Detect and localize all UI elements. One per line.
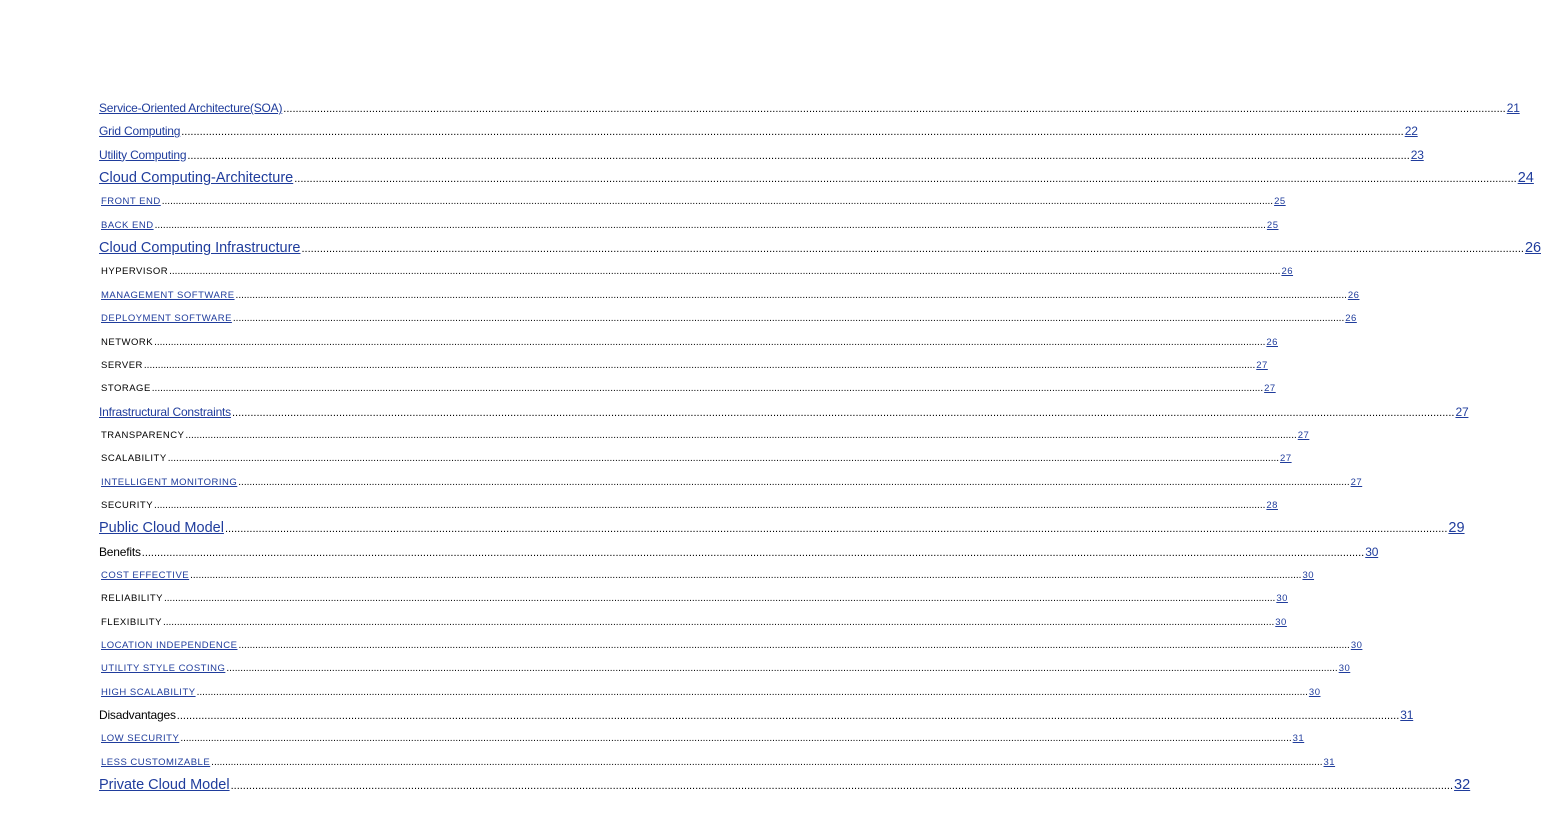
toc-entry[interactable] — [99, 313, 1357, 326]
toc-entry[interactable] — [99, 520, 1465, 538]
toc-dot-leader: ................................................................................................................................................................................................................................................................................................................................................................................................................ — [154, 336, 1266, 348]
toc-dot-leader: ................................................................................................................................................................................................................................................................................................................................................................................................................ — [185, 429, 1297, 441]
toc-entry-title[interactable]: MANAGEMENT SOFTWARE — [101, 289, 235, 301]
toc-entry-title[interactable]: Public Cloud Model — [99, 520, 224, 537]
toc-entry[interactable] — [99, 240, 1541, 258]
toc-entry-page-number[interactable]: 30 — [1365, 544, 1379, 559]
toc-entry[interactable] — [99, 429, 1310, 443]
toc-entry-title[interactable]: Cloud Computing Infrastructure — [99, 240, 301, 257]
toc-dot-leader: ................................................................................................................................................................................................................................................................................................................................................................................................................ — [238, 476, 1350, 488]
toc-entry-title[interactable]: UTILITY STYLE COSTING — [101, 663, 226, 675]
toc-dot-leader: ................................................................................................................................................................................................................................................................................................................................................................................................................ — [181, 126, 1404, 139]
toc-entry-page-number[interactable]: 30 — [1338, 663, 1351, 675]
toc-entry[interactable] — [99, 708, 1414, 723]
toc-entry-title[interactable]: SERVER — [101, 359, 143, 371]
toc-entry-title[interactable]: Grid Computing — [99, 124, 181, 139]
toc-entry[interactable] — [99, 777, 1471, 795]
toc-entry-title[interactable]: STORAGE — [101, 383, 151, 395]
toc-entry-title[interactable]: Benefits — [99, 544, 141, 559]
toc-entry-title[interactable]: TRANSPARENCY — [101, 429, 185, 441]
toc-dot-leader: ................................................................................................................................................................................................................................................................................................................................................................................................................ — [211, 756, 1323, 768]
toc-entry[interactable] — [99, 756, 1336, 770]
toc-dot-leader: ................................................................................................................................................................................................................................................................................................................................................................................................................ — [232, 406, 1455, 419]
toc-entry[interactable] — [99, 733, 1305, 746]
toc-dot-leader: ................................................................................................................................................................................................................................................................................................................................................................................................................ — [301, 243, 1524, 256]
toc-entry[interactable] — [99, 359, 1268, 373]
toc-dot-leader: ................................................................................................................................................................................................................................................................................................................................................................................................................ — [154, 499, 1266, 511]
toc-dot-leader: ................................................................................................................................................................................................................................................................................................................................................................................................................ — [230, 780, 1454, 793]
toc-entry-page-number[interactable]: 31 — [1292, 733, 1305, 745]
toc-entry[interactable] — [99, 404, 1469, 420]
toc-entry-title[interactable]: SCALABILITY — [101, 453, 167, 465]
toc-entry-page-number[interactable]: 31 — [1323, 756, 1336, 768]
toc-entry[interactable] — [99, 101, 1520, 116]
toc-dot-leader: ................................................................................................................................................................................................................................................................................................................................................................................................................ — [294, 173, 1517, 186]
toc-entry-page-number[interactable]: 30 — [1350, 640, 1363, 652]
toc-dot-leader: ................................................................................................................................................................................................................................................................................................................................................................................................................ — [187, 149, 1410, 162]
toc-entry[interactable] — [99, 170, 1534, 188]
toc-entry-page-number[interactable]: 32 — [1454, 777, 1471, 794]
toc-entry[interactable] — [99, 336, 1278, 350]
toc-entry-page-number[interactable]: 27 — [1297, 429, 1310, 441]
toc-entry[interactable] — [99, 383, 1276, 396]
toc-entry[interactable] — [99, 124, 1418, 139]
toc-dot-leader: ................................................................................................................................................................................................................................................................................................................................................................................................................ — [151, 383, 1264, 395]
toc-entry[interactable] — [99, 499, 1278, 513]
toc-dot-leader: ................................................................................................................................................................................................................................................................................................................................................................................................................ — [164, 593, 1276, 605]
toc-entry-page-number[interactable]: 25 — [1274, 196, 1286, 208]
toc-entry-page-number[interactable]: 30 — [1276, 593, 1288, 605]
toc-entry[interactable] — [99, 289, 1360, 303]
toc-entry[interactable] — [99, 196, 1286, 209]
toc-entry-page-number[interactable]: 30 — [1308, 686, 1321, 698]
toc-dot-leader: ................................................................................................................................................................................................................................................................................................................................................................................................................ — [232, 313, 1345, 325]
toc-dot-leader: ................................................................................................................................................................................................................................................................................................................................................................................................................ — [196, 686, 1308, 698]
toc-entry[interactable] — [99, 593, 1288, 606]
toc-entry-title[interactable]: FLEXIBILITY — [101, 616, 162, 628]
toc-entry-page-number[interactable]: 24 — [1517, 170, 1534, 187]
toc-entry-page-number[interactable]: 30 — [1302, 570, 1315, 581]
toc-entry-title[interactable]: SECURITY — [101, 499, 154, 511]
toc-dot-leader: ................................................................................................................................................................................................................................................................................................................................................................................................................ — [283, 103, 1506, 115]
toc-entry-title[interactable]: COST EFFECTIVE — [101, 570, 190, 581]
toc-entry-page-number[interactable]: 27 — [1350, 476, 1363, 488]
toc-dot-leader: ................................................................................................................................................................................................................................................................................................................................................................................................................ — [167, 453, 1280, 465]
toc-entry-title[interactable]: HYPERVISOR — [101, 266, 169, 278]
toc-dot-leader: ................................................................................................................................................................................................................................................................................................................................................................................................................ — [141, 546, 1365, 559]
toc-dot-leader: ................................................................................................................................................................................................................................................................................................................................................................................................................ — [235, 289, 1347, 301]
toc-entry[interactable] — [99, 453, 1292, 466]
toc-entry-page-number[interactable]: 26 — [1266, 336, 1278, 348]
toc-entry[interactable] — [99, 663, 1351, 676]
toc-entry-page-number[interactable]: 26 — [1347, 289, 1360, 301]
toc-entry-title[interactable]: NETWORK — [101, 336, 154, 348]
toc-entry-page-number[interactable]: 21 — [1506, 101, 1520, 115]
toc-entry-title[interactable]: RELIABILITY — [101, 593, 163, 605]
toc-entry-title[interactable]: Cloud Computing-Architecture — [99, 170, 294, 187]
toc-entry-page-number[interactable]: 25 — [1266, 219, 1279, 231]
toc-entry-title[interactable]: Service-Oriented Architecture(SOA) — [99, 101, 283, 115]
toc-entry[interactable] — [99, 219, 1279, 233]
toc-dot-leader: ................................................................................................................................................................................................................................................................................................................................................................................................................ — [162, 616, 1275, 628]
toc-entry-page-number[interactable]: 26 — [1281, 266, 1294, 278]
toc-entry[interactable] — [99, 147, 1424, 163]
toc-entry-page-number[interactable]: 30 — [1275, 616, 1287, 628]
toc-entry-page-number[interactable]: 22 — [1404, 124, 1418, 139]
toc-dot-leader: ................................................................................................................................................................................................................................................................................................................................................................................................................ — [226, 663, 1338, 675]
toc-entry[interactable] — [99, 640, 1363, 653]
toc-entry-title[interactable]: HIGH SCALABILITY — [101, 686, 196, 698]
toc-entry[interactable] — [99, 476, 1363, 490]
toc-entry[interactable] — [99, 544, 1379, 560]
toc-dot-leader: ................................................................................................................................................................................................................................................................................................................................................................................................................ — [176, 710, 1400, 723]
toc-entry-page-number[interactable]: 28 — [1266, 499, 1278, 511]
toc-dot-leader: ................................................................................................................................................................................................................................................................................................................................................................................................................ — [180, 733, 1292, 745]
toc-entry-page-number[interactable]: 29 — [1448, 520, 1465, 537]
toc-entry[interactable] — [99, 570, 1315, 583]
toc-entry-title[interactable]: Utility Computing — [99, 147, 187, 162]
toc-dot-leader: ................................................................................................................................................................................................................................................................................................................................................................................................................ — [238, 640, 1350, 652]
toc-entry-title[interactable]: DEPLOYMENT SOFTWARE — [101, 313, 232, 325]
toc-entry-page-number[interactable]: 27 — [1264, 383, 1276, 395]
toc-entry-title[interactable]: LOW SECURITY — [101, 733, 180, 745]
toc-entry-title[interactable]: Infrastructural Constraints — [99, 404, 231, 419]
toc-entry-page-number[interactable]: 23 — [1410, 147, 1424, 162]
toc-entry[interactable] — [99, 686, 1321, 700]
toc-entry-title[interactable]: BACK END — [101, 219, 154, 231]
toc-entry-page-number[interactable]: 31 — [1400, 708, 1414, 723]
toc-entry-title[interactable]: Private Cloud Model — [99, 777, 230, 794]
toc-entry[interactable] — [99, 266, 1294, 279]
toc-dot-leader: ................................................................................................................................................................................................................................................................................................................................................................................................................ — [154, 219, 1266, 231]
toc-entry-page-number[interactable]: 27 — [1280, 453, 1292, 465]
toc-dot-leader: ................................................................................................................................................................................................................................................................................................................................................................................................................ — [143, 359, 1256, 371]
toc-entry-title[interactable]: LOCATION INDEPENDENCE — [101, 640, 238, 652]
toc-entry-title[interactable]: LESS CUSTOMIZABLE — [101, 756, 211, 768]
toc-dot-leader: ................................................................................................................................................................................................................................................................................................................................................................................................................ — [190, 570, 1302, 581]
toc-dot-leader: ................................................................................................................................................................................................................................................................................................................................................................................................................ — [161, 196, 1274, 208]
toc-entry[interactable] — [99, 616, 1287, 630]
toc-entry-page-number[interactable]: 27 — [1455, 404, 1469, 419]
toc-entry-page-number[interactable]: 26 — [1524, 240, 1541, 257]
toc-entry-page-number[interactable]: 26 — [1345, 313, 1357, 325]
toc-entry-title[interactable]: FRONT END — [101, 196, 161, 208]
toc-dot-leader: ................................................................................................................................................................................................................................................................................................................................................................................................................ — [224, 523, 1448, 536]
toc-entry-title[interactable]: INTELLIGENT MONITORING — [101, 476, 238, 488]
toc-entry-page-number[interactable]: 27 — [1256, 359, 1268, 371]
toc-dot-leader: ................................................................................................................................................................................................................................................................................................................................................................................................................ — [169, 266, 1281, 278]
toc-entry-title[interactable]: Disadvantages — [99, 708, 176, 723]
